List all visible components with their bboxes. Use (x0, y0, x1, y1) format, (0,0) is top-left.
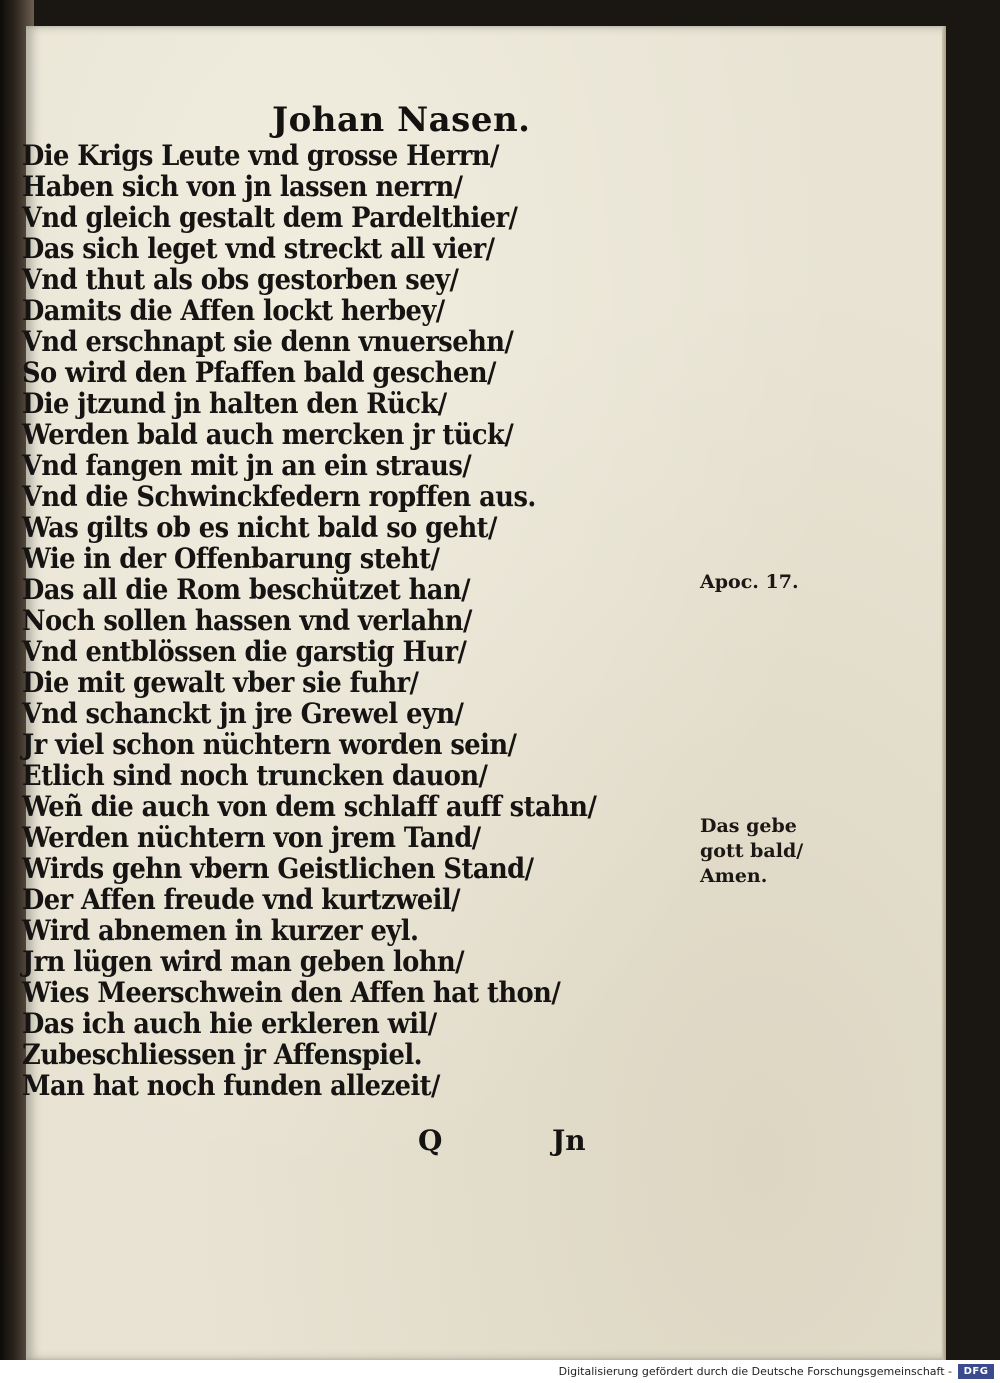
verse-line: Vnd schanckt jn jre Grewel eyn/ (22, 697, 464, 730)
verse-line: Die mit gewalt vber sie fuhr/ (22, 666, 419, 699)
verse-line: Etlich sind noch truncken dauon/ (22, 759, 488, 792)
verse-line: Vnd fangen mit jn an ein straus/ (22, 449, 472, 482)
verse-line: Weñ die auch von dem schlaff auff stahn/ (22, 790, 597, 823)
verse-line: Wies Meerschwein den Affen hat thon/ (22, 976, 561, 1009)
verse-line: Haben sich von jn lassen nerrn/ (22, 170, 463, 203)
footer-bar (0, 1360, 1000, 1383)
verse-line: Damits die Affen lockt herbey/ (22, 294, 445, 327)
verse-line: Jrn lügen wird man geben lohn/ (22, 945, 465, 978)
verse-line: Vnd die Schwinckfedern ropffen aus. (22, 480, 536, 513)
verse-line: Das ich auch hie erkleren wil/ (22, 1007, 437, 1040)
verse-line: Zubeschliessen jr Affenspiel. (22, 1038, 423, 1071)
dfg-logo: DFG (958, 1364, 994, 1379)
verse-line: Vnd erschnapt sie denn vnuersehn/ (22, 325, 514, 358)
verse-line: Was gilts ob es nicht bald so geht/ (22, 511, 497, 544)
verse-line: Werden nüchtern von jrem Tand/ (22, 821, 481, 854)
verse-line: Vnd entblössen die garstig Hur/ (22, 635, 467, 668)
verse-line: Wie in der Offenbarung steht/ (22, 542, 440, 575)
verse-line: Vnd thut als obs gestorben sey/ (22, 263, 459, 296)
verse-line: So wird den Pfaffen bald geschen/ (22, 356, 496, 389)
page-edge (942, 26, 946, 1360)
verse-line: Vnd gleich gestalt dem Pardelthier/ (22, 201, 518, 234)
catchword: Jn (552, 1124, 586, 1157)
margin-note: Das gebe (700, 815, 797, 837)
verse-line: Werden bald auch mercken jr tück/ (22, 418, 514, 451)
footer-credit: Digitalisierung gefördert durch die Deutsche Forschungsgemeinschaft - (558, 1365, 952, 1378)
verse-line: Das all die Rom beschützet han/ (22, 573, 470, 606)
verse-line: Die jtzund jn halten den Rück/ (22, 387, 447, 420)
verse-line: Noch sollen hassen vnd verlahn/ (22, 604, 472, 637)
running-head: Johan Nasen. (272, 100, 531, 140)
verse-line: Das sich leget vnd streckt all vier/ (22, 232, 495, 265)
verse-line: Wird abnemen in kurzer eyl. (22, 914, 419, 947)
verse-line: Die Krigs Leute vnd grosse Herrn/ (22, 139, 499, 172)
verse-line: Der Affen freude vnd kurtzweil/ (22, 883, 460, 916)
verse-line: Wirds gehn vbern Geistlichen Stand/ (22, 852, 534, 885)
margin-note: Amen. (700, 865, 768, 887)
signature-mark: Q (418, 1124, 443, 1157)
margin-note-apoc: Apoc. 17. (700, 571, 799, 593)
margin-note: gott bald/ (700, 840, 804, 862)
verse-line: Jr viel schon nüchtern worden sein/ (22, 728, 517, 761)
verse-line: Man hat noch funden allezeit/ (22, 1069, 440, 1102)
